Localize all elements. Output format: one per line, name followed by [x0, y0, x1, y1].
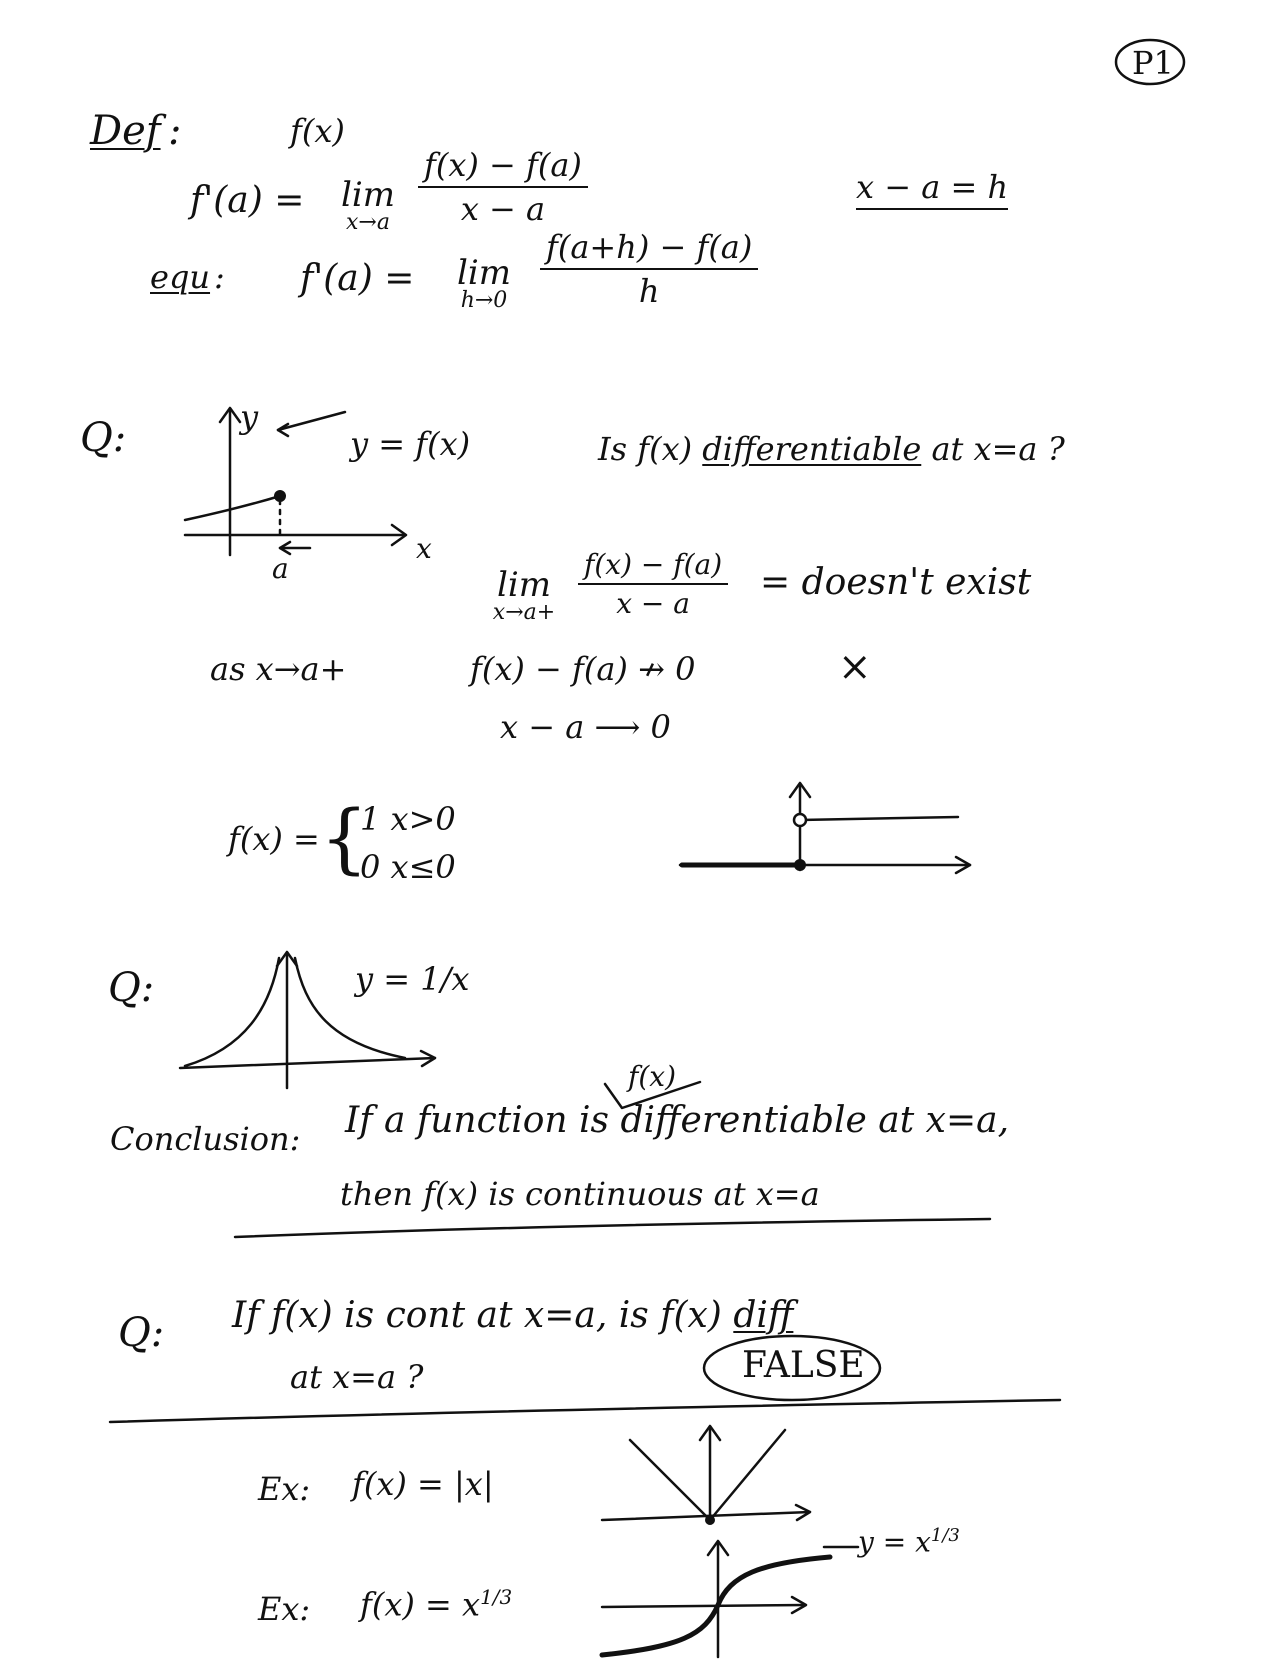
q1-question-suffix: at x=a ?	[931, 430, 1065, 468]
frac-denominator: h	[638, 272, 660, 310]
closed-dot-icon	[794, 859, 806, 871]
underline-stroke	[235, 1219, 990, 1237]
q1-label: Q:	[80, 415, 127, 461]
divider-stroke	[110, 1400, 1060, 1422]
lim-word: lim	[497, 565, 551, 605]
frac-numerator: f(a+h) − f(a)	[540, 228, 758, 270]
q3-line1-main: If f(x) is cont at x=a, is f(x)	[232, 1295, 722, 1336]
page-badge: P1	[1132, 44, 1174, 82]
frac-numerator: f(x) − f(a)	[578, 548, 728, 585]
ex2-expr	[360, 1585, 512, 1624]
lim-word: lim	[341, 175, 395, 215]
q1-axis-x: x	[416, 532, 432, 565]
ex1-label: Ex:	[258, 1470, 311, 1508]
ex2-label-leader	[822, 1542, 862, 1552]
def-line1-lhs: f'(a) =	[190, 180, 305, 221]
vertex-dot-icon	[705, 1515, 715, 1525]
def-label: Def	[90, 108, 161, 154]
q1-den-line: x − a ⟶ 0	[500, 708, 671, 746]
ex2-curve-exponent: 1/3	[930, 1525, 960, 1546]
frac-denominator: x − a	[460, 190, 546, 228]
ex1-expr: f(x) = |x|	[352, 1465, 494, 1503]
ex2-curve-label	[858, 1525, 960, 1558]
q1-piece1: 1 x>0	[360, 800, 456, 838]
q1-point-a: a	[272, 552, 289, 585]
def-line2-lhs: f'(a) =	[300, 258, 415, 299]
ex2-label: Ex:	[258, 1590, 311, 1628]
q1-question-prefix: Is f(x)	[598, 430, 693, 468]
conclusion-line1: If a function is differentiable at x=a,	[345, 1100, 1010, 1141]
def-colon: :	[168, 108, 182, 154]
q3-line1-diff: diff	[733, 1295, 794, 1336]
substitution: x − a = h	[856, 168, 1008, 210]
conclusion-line2: then f(x) is continuous at x=a	[340, 1175, 820, 1213]
q1-as-text: as x→a+	[210, 650, 347, 688]
q1-question	[598, 430, 1065, 468]
q1-piece-brace: {	[320, 793, 369, 882]
q1-cross: ×	[838, 644, 872, 690]
equ-colon: :	[214, 258, 225, 296]
q1-curve-label: y = f(x)	[350, 425, 471, 463]
q1-piece-lhs: f(x) =	[228, 820, 320, 858]
pointer-arrow-icon	[278, 424, 288, 436]
q1-result: = doesn't exist	[760, 562, 1032, 603]
def-frac1	[418, 146, 588, 228]
x-axis-line	[180, 1058, 435, 1068]
q1-lim	[474, 565, 574, 625]
frac-numerator: f(x) − f(a)	[418, 146, 588, 188]
def-fx: f(x)	[290, 112, 345, 150]
conclusion-label: Conclusion:	[110, 1120, 301, 1158]
ex2-curve-base: y = x	[858, 1525, 931, 1559]
lim-sub: x→a	[346, 210, 390, 235]
q1-question-key: differentiable	[702, 430, 922, 468]
q2-annotation: f(x)	[628, 1060, 677, 1093]
ex2-expr-base: f(x) = x	[360, 1585, 481, 1624]
q1-axis-y: y	[240, 398, 259, 436]
upper-piece	[800, 817, 958, 820]
q2-curve-label: y = 1/x	[355, 960, 470, 998]
lim-word: lim	[457, 253, 511, 293]
label-pointer	[278, 412, 345, 430]
cube-root-graph	[600, 1535, 840, 1660]
left-branch	[185, 958, 279, 1066]
def-lim2	[444, 253, 524, 313]
open-dot-icon	[794, 814, 806, 826]
frac-denominator: x − a	[616, 587, 690, 620]
lim-sub: x→a+	[492, 600, 556, 625]
conclusion-underline	[230, 1215, 1030, 1245]
q1-num-line: f(x) − f(a) ↛ 0	[470, 650, 696, 688]
def-lim1	[328, 175, 408, 235]
q1-piece2: 0 x≤0	[360, 848, 456, 886]
q2-label: Q:	[108, 965, 155, 1011]
lim-sub: h→0	[460, 288, 508, 313]
q3-line2: at x=a ?	[290, 1358, 424, 1396]
q3-label: Q:	[118, 1310, 165, 1356]
ex2-expr-exponent: 1/3	[480, 1585, 513, 1609]
x-axis-line	[602, 1605, 805, 1607]
q3-divider	[105, 1390, 1065, 1430]
curve-left	[185, 496, 280, 520]
equ-label: equ	[150, 258, 211, 296]
q1-frac	[578, 548, 728, 620]
step-graph	[680, 775, 980, 875]
abs-graph	[600, 1420, 830, 1535]
def-frac2	[540, 228, 758, 310]
q3-answer: FALSE	[742, 1345, 865, 1386]
abs-curve	[630, 1430, 785, 1520]
